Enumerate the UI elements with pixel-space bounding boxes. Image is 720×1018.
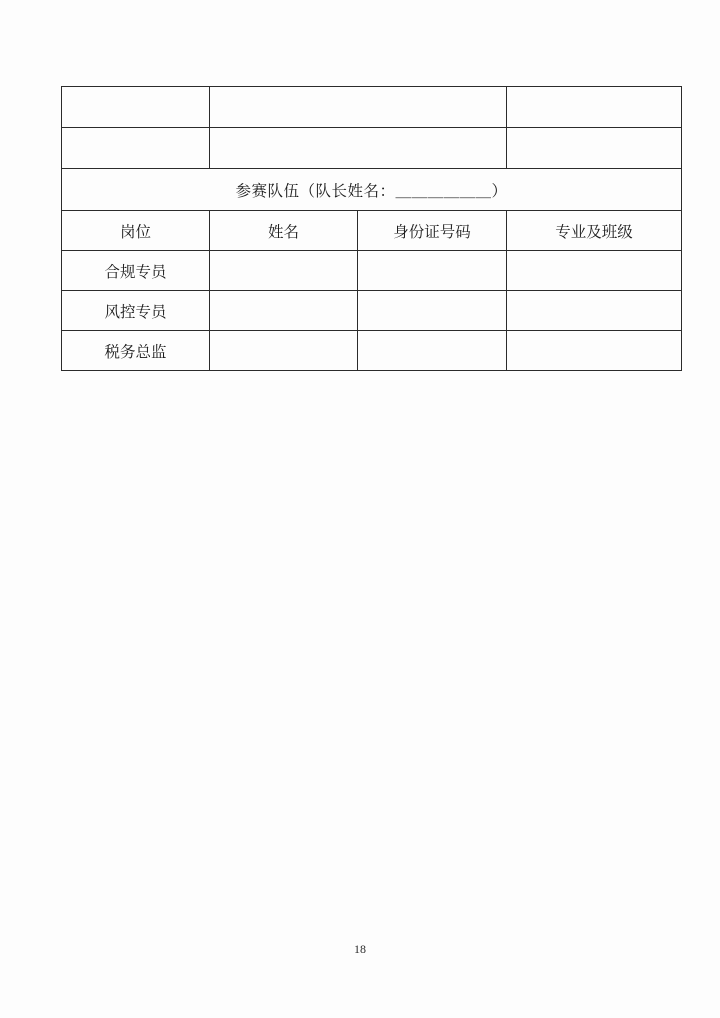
role-label: 税务总监 [62, 331, 210, 371]
page-number: 18 [354, 942, 366, 956]
team-title-cell: 参赛队伍（队长姓名：＿＿＿＿＿＿） [62, 169, 682, 211]
header-id-number: 身份证号码 [358, 211, 507, 251]
table-row [62, 291, 682, 331]
table-header-row [62, 211, 682, 251]
cell-empty[interactable] [62, 128, 210, 169]
name-cell[interactable] [210, 331, 358, 371]
cell-empty[interactable] [210, 128, 507, 169]
cell-empty[interactable] [62, 87, 210, 128]
id-number-cell[interactable] [358, 291, 507, 331]
header-major-class: 专业及班级 [507, 211, 682, 251]
major-class-cell[interactable] [507, 291, 682, 331]
table-title-row [62, 169, 682, 211]
header-name: 姓名 [210, 211, 358, 251]
table-row [62, 251, 682, 291]
name-cell[interactable] [210, 291, 358, 331]
role-label: 合规专员 [62, 251, 210, 291]
role-label: 风控专员 [62, 291, 210, 331]
table-row [62, 331, 682, 371]
name-cell[interactable] [210, 251, 358, 291]
major-class-cell[interactable] [507, 251, 682, 291]
participant-table [61, 86, 682, 371]
cell-empty[interactable] [210, 87, 507, 128]
cell-empty[interactable] [507, 128, 682, 169]
id-number-cell[interactable] [358, 251, 507, 291]
table-row [62, 87, 682, 128]
cell-empty[interactable] [507, 87, 682, 128]
header-role: 岗位 [62, 211, 210, 251]
table-row [62, 128, 682, 169]
major-class-cell[interactable] [507, 331, 682, 371]
id-number-cell[interactable] [358, 331, 507, 371]
